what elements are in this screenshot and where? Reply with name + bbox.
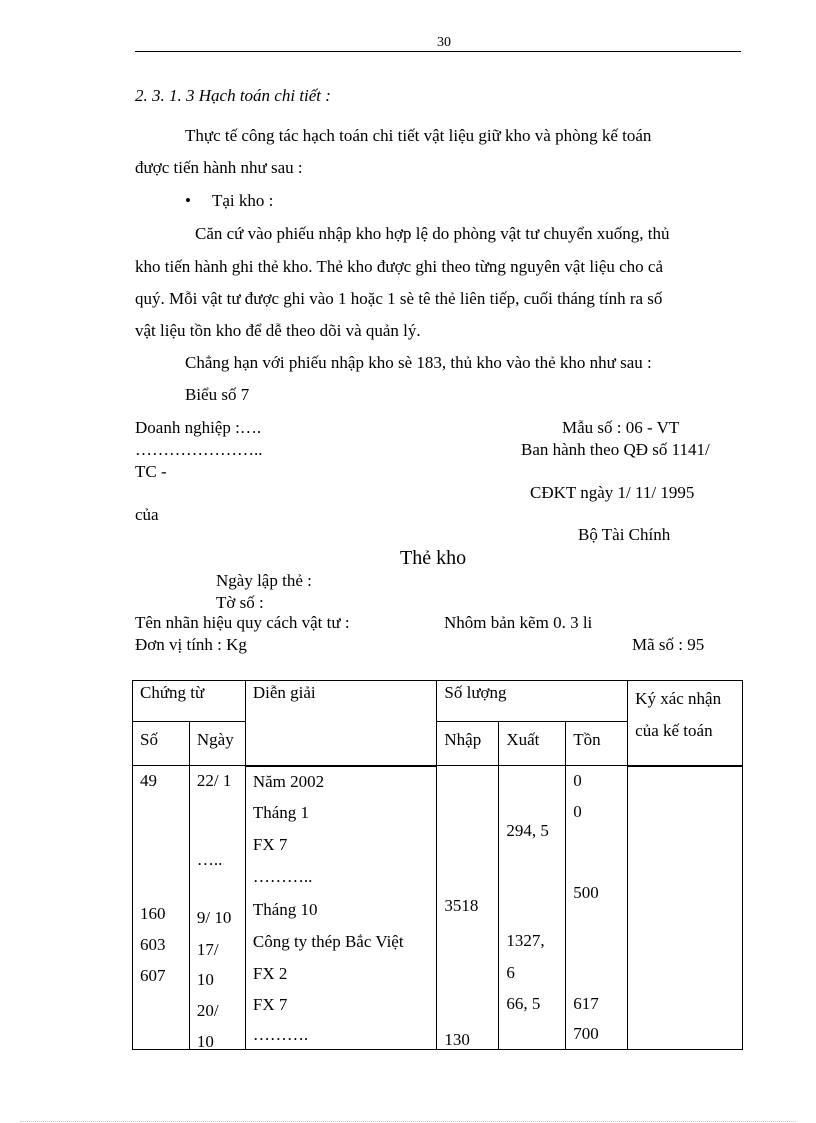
ton-value: 700 bbox=[573, 1024, 599, 1043]
ngay-lap-the-label: Ngày lập thẻ : bbox=[216, 571, 312, 590]
ngay-value: 10 bbox=[196, 970, 214, 989]
so-value: 603 bbox=[140, 935, 166, 954]
ten-nhan-hieu-value: Nhôm bản kẽm 0. 3 li bbox=[444, 613, 593, 632]
to-so-label: Tờ số : bbox=[216, 593, 264, 612]
xuat-value: 1327, bbox=[506, 931, 545, 950]
header-chung-tu: Chứng từ bbox=[133, 681, 246, 722]
paragraph-2-line-2: kho tiến hành ghi thẻ kho. Thẻ kho được ghi theo từng nguyên vật liệu cho cả bbox=[135, 257, 664, 276]
table-row bbox=[133, 766, 743, 1050]
xuat-cell bbox=[499, 766, 566, 1050]
ngay-cell bbox=[189, 766, 245, 1050]
paragraph-3: Chẳng hạn với phiếu nhập kho sè 183, thủ kho vào thẻ kho như sau : bbox=[185, 353, 652, 372]
bieu-so-label: Biểu số 7 bbox=[185, 385, 250, 404]
dien-giai-value: ………. bbox=[252, 1024, 309, 1044]
mau-so-label: Mẫu số : 06 - VT bbox=[562, 418, 680, 437]
cua-label: của bbox=[135, 505, 159, 524]
dien-giai-value: Tháng 1 bbox=[252, 802, 310, 822]
ma-so-label: Mã số : 95 bbox=[632, 635, 705, 654]
header-ton: Tồn bbox=[566, 722, 628, 766]
ton-value: 0 bbox=[573, 802, 582, 821]
header-ngay: Ngày bbox=[189, 722, 245, 766]
table-header-row-1 bbox=[133, 681, 743, 722]
so-cell bbox=[133, 766, 190, 1050]
ngay-value: 20/ bbox=[196, 1001, 219, 1020]
dien-giai-value: FX 2 bbox=[252, 963, 288, 983]
ngay-value: 17/ bbox=[196, 940, 219, 959]
page-number: 30 bbox=[437, 35, 451, 50]
dien-giai-value: Năm 2002 bbox=[252, 771, 325, 791]
tc-label: TC - bbox=[135, 462, 167, 481]
xuat-value: 66, 5 bbox=[506, 994, 541, 1013]
xuat-value: 294, 5 bbox=[506, 821, 549, 840]
stock-card-table bbox=[132, 680, 743, 1050]
header-so-luong: Số lượng bbox=[437, 681, 628, 722]
so-value: 607 bbox=[140, 966, 166, 985]
nhap-value: 130 bbox=[444, 1030, 470, 1049]
paragraph-2-line-1: Căn cứ vào phiếu nhập kho hợp lệ do phòng vật tư chuyển xuống, thủ bbox=[195, 224, 670, 243]
dien-giai-value: FX 7 bbox=[252, 994, 288, 1014]
dien-giai-value: FX 7 bbox=[252, 834, 288, 854]
doanh-nghiep-dots: ………………….. bbox=[135, 440, 263, 459]
ton-value: 500 bbox=[573, 883, 599, 902]
ngay-value: ….. bbox=[196, 850, 223, 869]
ky-xac-nhan-cell bbox=[628, 766, 743, 1050]
dien-giai-value: Tháng 10 bbox=[252, 899, 318, 919]
ton-value: 0 bbox=[573, 771, 582, 790]
dien-giai-value: ……….. bbox=[252, 866, 313, 886]
ten-nhan-hieu-label: Tên nhãn hiệu quy cách vật tư : bbox=[135, 613, 350, 632]
xuat-value: 6 bbox=[506, 963, 515, 982]
doanh-nghiep-label: Doanh nghiệp :…. bbox=[135, 418, 262, 437]
nhap-value: 3518 bbox=[444, 896, 479, 915]
cdkt-label: CĐKT ngày 1/ 11/ 1995 bbox=[530, 483, 695, 502]
section-heading: 2. 3. 1. 3 Hạch toán chi tiết : bbox=[135, 86, 331, 105]
header-nhap: Nhập bbox=[437, 722, 499, 766]
paragraph-2-line-4: vật liệu tồn kho để dễ theo dõi và quản lý. bbox=[135, 321, 421, 340]
header-dien-giai: Diễn giải bbox=[245, 681, 437, 766]
ban-hanh-label: Ban hành theo QĐ số 1141/ bbox=[521, 440, 710, 459]
ngay-value: 22/ 1 bbox=[196, 771, 232, 790]
paragraph-2-line-3: quý. Mỗi vật tư được ghi vào 1 hoặc 1 sè tê thẻ liên tiếp, cuối tháng tính ra số bbox=[135, 289, 663, 308]
header-so: Số bbox=[133, 722, 190, 766]
header-rule bbox=[135, 51, 741, 52]
page-bottom-rule bbox=[20, 1121, 796, 1122]
bullet-text: Tại kho : bbox=[212, 191, 274, 210]
so-value: 160 bbox=[140, 904, 166, 923]
header-xuat: Xuất bbox=[499, 722, 566, 766]
paragraph-1-line-2: được tiến hành như sau : bbox=[135, 158, 303, 177]
bullet-symbol: • bbox=[185, 191, 191, 210]
dien-giai-value: Công ty thép Bắc Việt bbox=[252, 931, 404, 951]
ton-cell bbox=[566, 766, 628, 1050]
don-vi-tinh-label: Đơn vị tính : Kg bbox=[135, 635, 247, 654]
ton-value: 617 bbox=[573, 994, 599, 1013]
nhap-cell bbox=[437, 766, 499, 1050]
header-ky-xac-nhan: Ký xác nhận của kế toán bbox=[628, 681, 743, 766]
ngay-value: 9/ 10 bbox=[196, 908, 232, 927]
so-value: 49 bbox=[140, 771, 157, 790]
ngay-value: 10 bbox=[196, 1032, 214, 1047]
card-title: Thẻ kho bbox=[400, 547, 467, 569]
bo-tai-chinh-label: Bộ Tài Chính bbox=[578, 525, 671, 544]
dien-giai-cell bbox=[245, 766, 437, 1050]
paragraph-1-line-1: Thực tế công tác hạch toán chi tiết vật liệu giữ kho và phòng kế toán bbox=[185, 126, 652, 145]
